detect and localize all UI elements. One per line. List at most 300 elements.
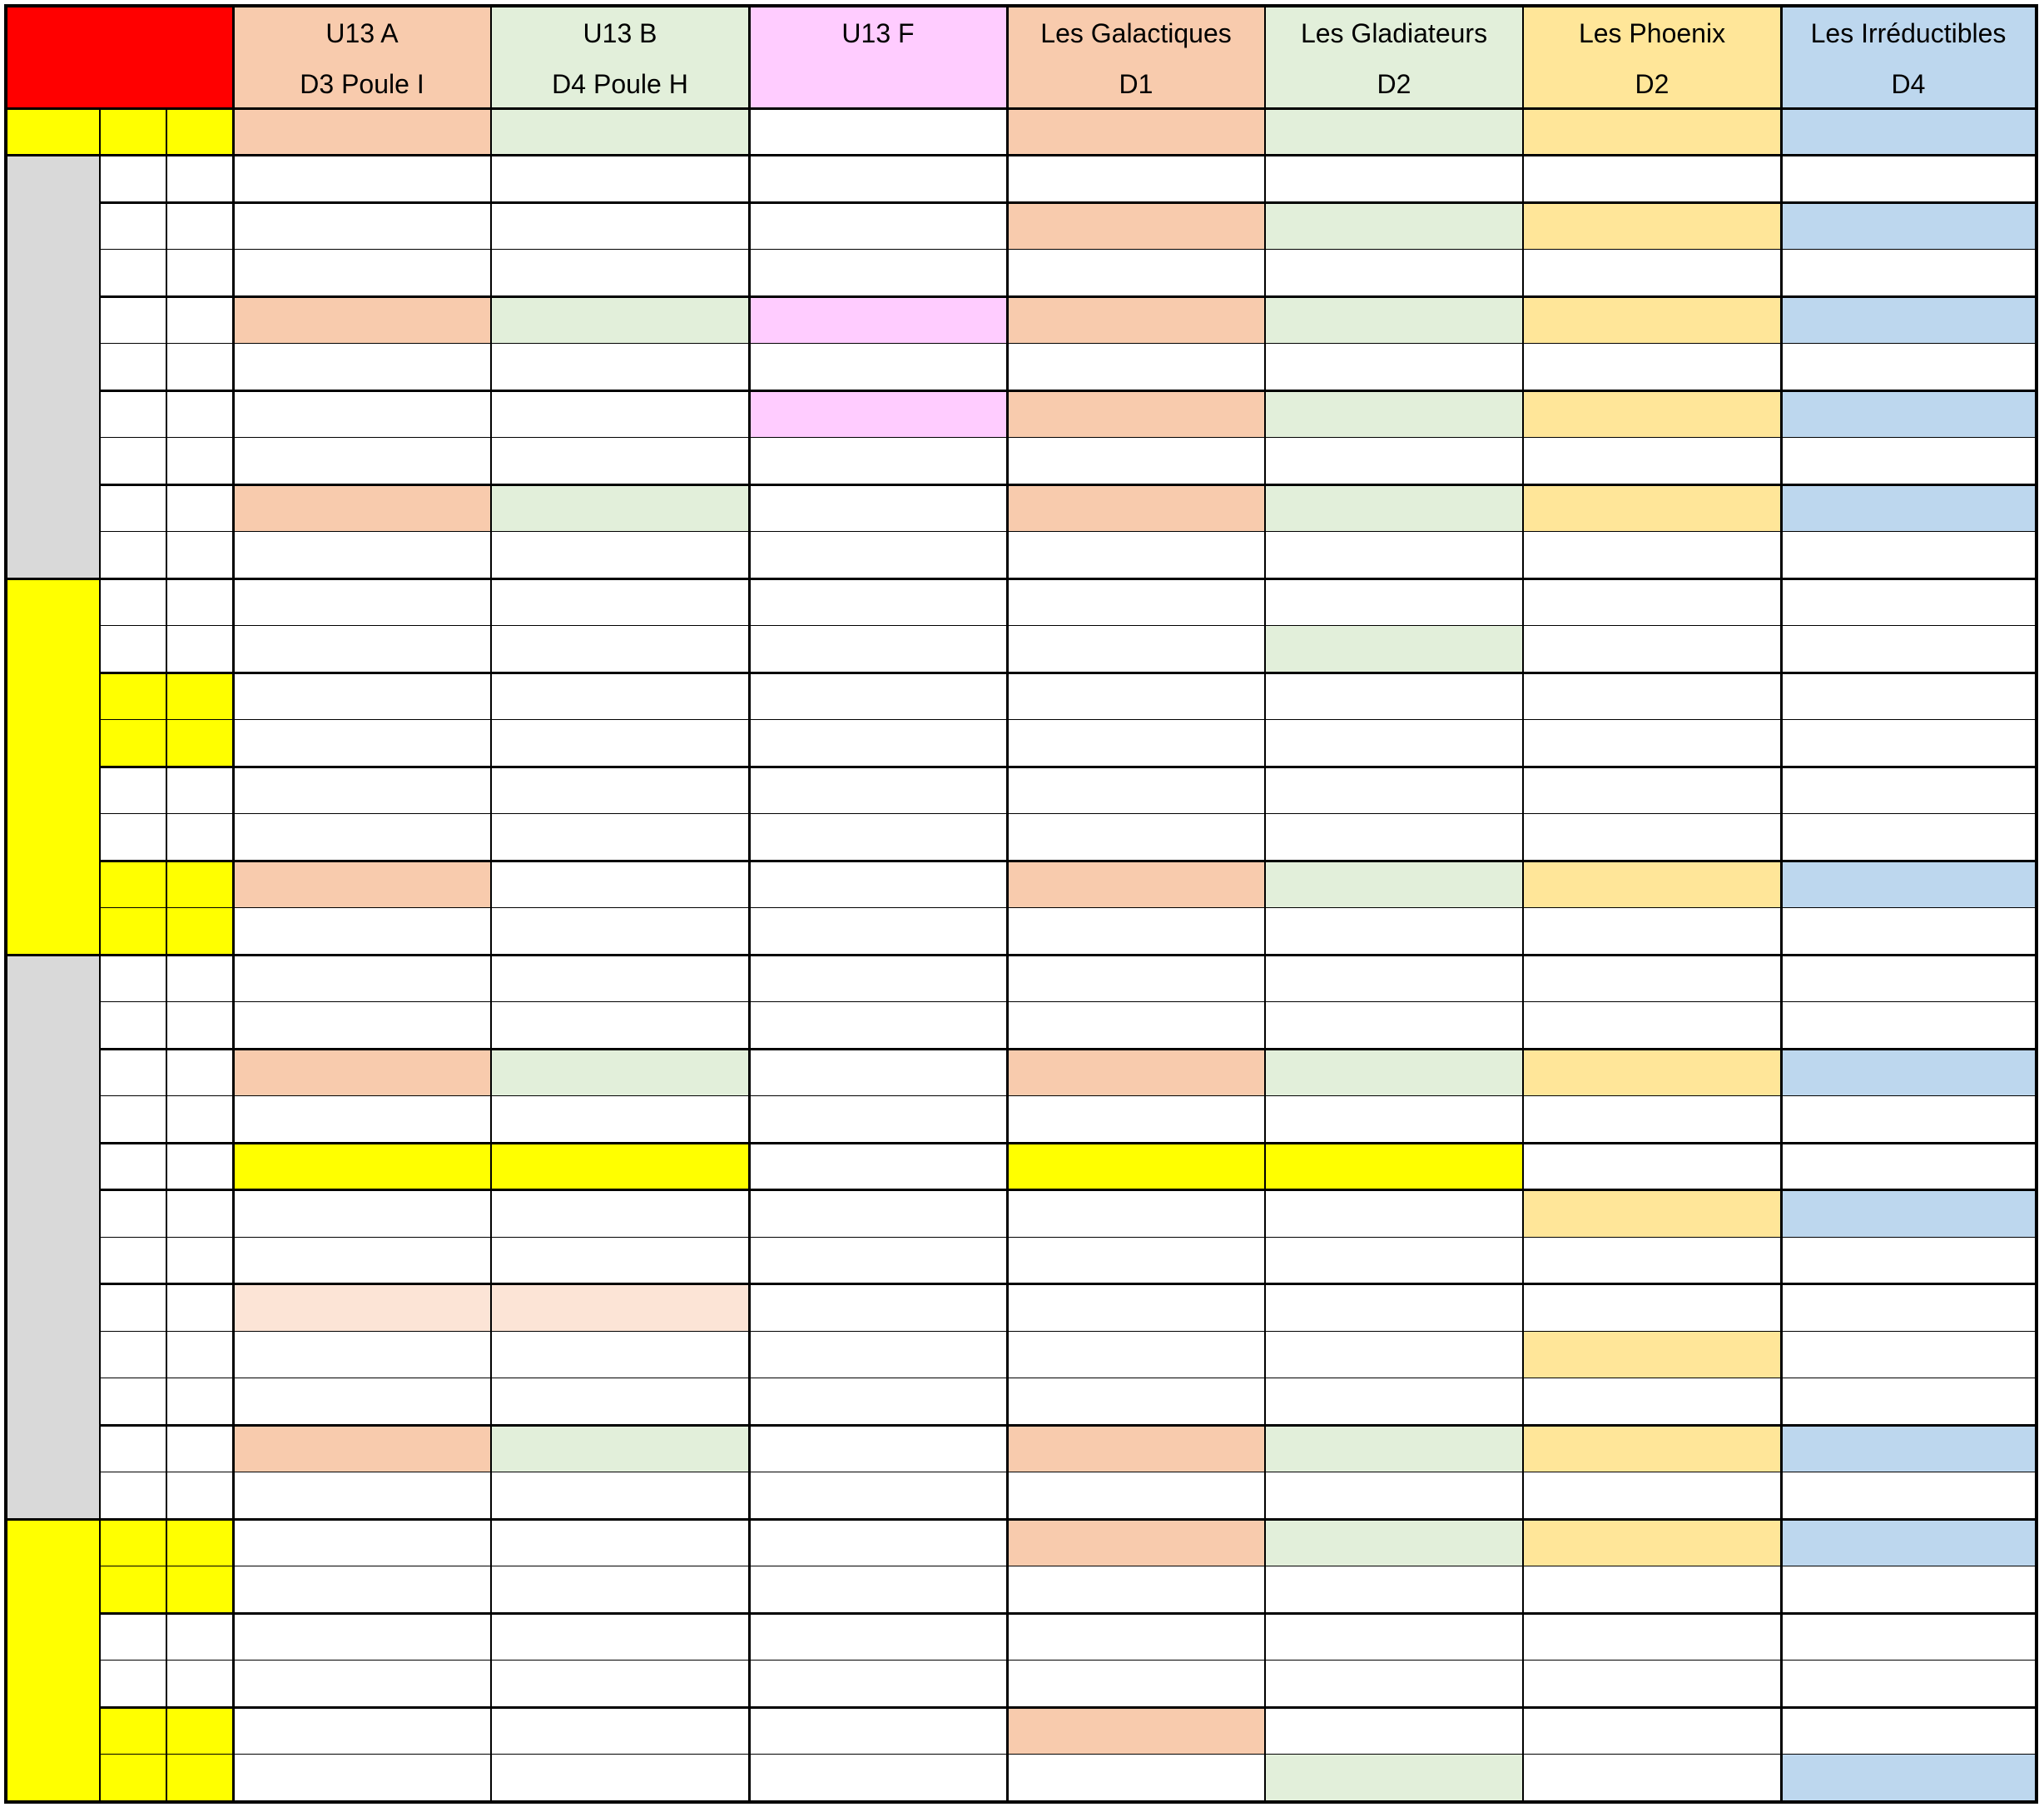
match-cell [491, 438, 749, 485]
match-cell [1781, 202, 2036, 250]
weekday-cell [100, 1284, 166, 1332]
grid-line [100, 201, 2036, 204]
match-cell [1523, 250, 1781, 297]
match-cell [1007, 1190, 1265, 1238]
grid-line [100, 907, 2036, 908]
match-cell [1781, 438, 2036, 485]
match-cell [233, 1566, 491, 1614]
match-cell [1781, 532, 2036, 579]
team-name: Les Irréductibles [1810, 18, 2007, 48]
match-cell [233, 1661, 491, 1708]
grid-line [100, 1612, 2036, 1615]
grid-line [100, 1424, 2036, 1427]
grid-line [100, 1001, 2036, 1002]
match-cell [491, 767, 749, 814]
match-cell [749, 532, 1007, 579]
match-cell [491, 1002, 749, 1050]
match-cell [749, 250, 1007, 297]
match-cell [1007, 1237, 1265, 1284]
match-cell [1265, 1661, 1523, 1708]
grid-line [7, 1518, 2036, 1521]
weekday-cell [100, 1143, 166, 1190]
team-division: D4 [1891, 69, 1926, 100]
date-cell [166, 1472, 233, 1520]
date-cell [166, 1519, 233, 1566]
team-header [491, 7, 749, 108]
date-cell [166, 673, 233, 720]
match-cell [491, 1049, 749, 1096]
match-cell [1265, 1472, 1523, 1520]
grid-line [100, 1095, 2036, 1096]
date-cell [166, 626, 233, 673]
match-cell [491, 1425, 749, 1472]
match-cell [1007, 1472, 1265, 1520]
team-name: U13 A [325, 18, 399, 48]
match-cell [491, 532, 749, 579]
grid-line [1264, 7, 1266, 1801]
match-cell [233, 1237, 491, 1284]
match-cell [491, 1661, 749, 1708]
date-cell [166, 1284, 233, 1332]
match-cell [1523, 861, 1781, 908]
date-cell [166, 202, 233, 250]
team-header [233, 7, 491, 108]
match-cell [1007, 1284, 1265, 1332]
date-cell [166, 250, 233, 297]
match-cell [1007, 578, 1265, 626]
date-cell [166, 1613, 233, 1661]
weekday-cell [100, 1002, 166, 1050]
date-cell [166, 578, 233, 626]
match-cell [1523, 1425, 1781, 1472]
match-cell [233, 1002, 491, 1050]
year-title [7, 7, 233, 108]
match-cell [1007, 1096, 1265, 1144]
date-cell [166, 1143, 233, 1190]
team-header [1007, 7, 1265, 108]
match-cell [491, 1096, 749, 1144]
match-cell [233, 1331, 491, 1378]
match-cell [749, 108, 1007, 156]
match-cell [491, 1190, 749, 1238]
match-cell [1265, 296, 1523, 344]
grid-line [100, 1142, 2036, 1144]
match-cell [1007, 296, 1265, 344]
weekday-cell [100, 1096, 166, 1144]
match-cell [233, 720, 491, 767]
match-cell [491, 1331, 749, 1378]
grid-line [100, 672, 2036, 674]
match-cell [1265, 156, 1523, 203]
grid-line [232, 7, 235, 1801]
team-header [1523, 7, 1781, 108]
match-cell [1523, 578, 1781, 626]
match-cell [1265, 1096, 1523, 1144]
match-cell [1265, 814, 1523, 861]
weekday-cell [100, 532, 166, 579]
weekday-cell [100, 156, 166, 203]
grid-line [2035, 4, 2038, 1804]
match-cell [1265, 108, 1523, 156]
grid-line [100, 1237, 2036, 1238]
date-cell [166, 1190, 233, 1238]
match-cell [1523, 908, 1781, 956]
match-cell [1007, 1378, 1265, 1426]
grid-line [100, 719, 2036, 720]
weekday-cell [100, 438, 166, 485]
grid-line [7, 578, 2036, 580]
match-cell [1007, 250, 1265, 297]
match-cell [491, 390, 749, 438]
match-cell [233, 908, 491, 956]
weekday-cell [100, 1425, 166, 1472]
weekday-cell [100, 814, 166, 861]
match-cell [491, 156, 749, 203]
match-cell [749, 1613, 1007, 1661]
match-cell [491, 484, 749, 532]
date-cell [166, 438, 233, 485]
match-cell [1523, 1566, 1781, 1614]
grid-line [4, 4, 7, 1804]
match-cell [1781, 814, 2036, 861]
match-cell [1007, 108, 1265, 156]
match-cell [1523, 814, 1781, 861]
match-cell [1265, 578, 1523, 626]
match-cell [491, 578, 749, 626]
match-cell [1007, 1566, 1265, 1614]
match-cell [491, 955, 749, 1002]
match-cell [233, 250, 491, 297]
match-cell [233, 108, 491, 156]
date-cell [166, 720, 233, 767]
date-cell [166, 861, 233, 908]
match-cell [1265, 202, 1523, 250]
grid-line [100, 813, 2036, 814]
match-cell [1523, 1519, 1781, 1566]
match-cell [1007, 202, 1265, 250]
date-cell [166, 108, 233, 156]
match-cell [749, 296, 1007, 344]
match-cell [491, 1519, 749, 1566]
date-cell [166, 1049, 233, 1096]
match-cell [1523, 1002, 1781, 1050]
match-cell [491, 202, 749, 250]
weekday-cell [100, 1519, 166, 1566]
match-cell [491, 108, 749, 156]
match-cell [749, 720, 1007, 767]
date-cell [166, 1002, 233, 1050]
grid-line [100, 860, 2036, 862]
team-division: D4 Poule H [552, 69, 688, 100]
match-cell [1523, 1472, 1781, 1520]
grid-line [100, 249, 2036, 250]
match-cell [1007, 156, 1265, 203]
match-cell [1265, 484, 1523, 532]
grid-line [4, 4, 2038, 7]
weekday-cell [100, 1613, 166, 1661]
match-cell [233, 861, 491, 908]
match-cell [1523, 1190, 1781, 1238]
match-cell [1781, 626, 2036, 673]
match-cell [1007, 1661, 1265, 1708]
team-division: D1 [1119, 69, 1153, 100]
date-cell [166, 1755, 233, 1802]
match-cell [1523, 1237, 1781, 1284]
date-cell [166, 344, 233, 391]
team-division: D2 [1377, 69, 1411, 100]
date-cell [166, 1331, 233, 1378]
match-cell [1007, 861, 1265, 908]
team-name: Les Galactiques [1040, 18, 1232, 48]
match-cell [1007, 438, 1265, 485]
match-cell [749, 1284, 1007, 1332]
match-cell [491, 861, 749, 908]
date-cell [166, 390, 233, 438]
match-cell [1007, 532, 1265, 579]
weekday-cell [100, 720, 166, 767]
match-cell [1523, 108, 1781, 156]
match-cell [1265, 250, 1523, 297]
match-cell [1265, 1331, 1523, 1378]
match-cell [491, 1378, 749, 1426]
date-cell [166, 1661, 233, 1708]
match-cell [491, 720, 749, 767]
match-cell [749, 1049, 1007, 1096]
match-cell [749, 1661, 1007, 1708]
team-name: Les Gladiateurs [1300, 18, 1488, 48]
grid-line [100, 1754, 2036, 1755]
match-cell [1265, 344, 1523, 391]
team-name: U13 B [583, 18, 657, 48]
weekday-cell [100, 202, 166, 250]
grid-line [7, 954, 2036, 956]
match-cell [1265, 626, 1523, 673]
match-cell [233, 1613, 491, 1661]
grid-line [4, 1800, 2038, 1804]
weekday-cell [100, 1472, 166, 1520]
match-cell [749, 1190, 1007, 1238]
match-cell [749, 1707, 1007, 1755]
date-cell [166, 814, 233, 861]
match-cell [1781, 1707, 2036, 1755]
match-cell [233, 438, 491, 485]
match-cell [233, 767, 491, 814]
weekday-cell [100, 1707, 166, 1755]
match-cell [1781, 767, 2036, 814]
match-cell [1781, 908, 2036, 956]
match-cell [1265, 908, 1523, 956]
match-cell [1007, 955, 1265, 1002]
grid-line [1006, 7, 1009, 1801]
match-cell [1265, 1707, 1523, 1755]
match-cell [491, 1755, 749, 1802]
match-cell [1523, 390, 1781, 438]
match-cell [1523, 296, 1781, 344]
date-cell [166, 1566, 233, 1614]
match-cell [233, 1378, 491, 1426]
match-cell [749, 202, 1007, 250]
weekday-cell [100, 1755, 166, 1802]
match-cell [1007, 390, 1265, 438]
match-cell [491, 814, 749, 861]
match-cell [233, 344, 491, 391]
match-cell [233, 532, 491, 579]
match-cell [1523, 767, 1781, 814]
match-cell [233, 1707, 491, 1755]
match-cell [233, 296, 491, 344]
date-cell [166, 484, 233, 532]
match-cell [491, 673, 749, 720]
match-cell [1523, 202, 1781, 250]
match-cell [1523, 673, 1781, 720]
date-cell [166, 1237, 233, 1284]
match-cell [233, 673, 491, 720]
match-cell [1781, 484, 2036, 532]
match-cell [1523, 626, 1781, 673]
match-cell [1781, 156, 2036, 203]
match-cell [749, 955, 1007, 1002]
match-cell [749, 344, 1007, 391]
match-cell [1781, 344, 2036, 391]
match-cell [1007, 1049, 1265, 1096]
match-cell [749, 626, 1007, 673]
date-cell [166, 955, 233, 1002]
grid-line [490, 7, 492, 1801]
match-cell [749, 814, 1007, 861]
match-cell [1265, 1519, 1523, 1566]
match-cell [233, 390, 491, 438]
match-cell [1007, 673, 1265, 720]
grid-line [100, 531, 2036, 532]
date-cell [166, 1707, 233, 1755]
weekday-cell [100, 908, 166, 956]
match-cell [1007, 908, 1265, 956]
match-cell [1007, 1519, 1265, 1566]
match-cell [233, 1519, 491, 1566]
match-cell [233, 626, 491, 673]
match-cell [1523, 156, 1781, 203]
weekday-cell [100, 296, 166, 344]
match-cell [749, 1519, 1007, 1566]
grid-line [100, 1048, 2036, 1050]
weekday-cell [100, 1190, 166, 1238]
match-cell [1265, 1425, 1523, 1472]
match-cell [749, 156, 1007, 203]
date-cell [166, 1425, 233, 1472]
match-cell [1781, 1378, 2036, 1426]
match-cell [1265, 673, 1523, 720]
match-cell [491, 344, 749, 391]
match-cell [1007, 1613, 1265, 1661]
match-cell [1265, 1613, 1523, 1661]
match-cell [1781, 1143, 2036, 1190]
match-cell [233, 1049, 491, 1096]
match-cell [491, 1472, 749, 1520]
match-cell [749, 390, 1007, 438]
match-cell [233, 1755, 491, 1802]
match-cell [1781, 1002, 2036, 1050]
match-cell [1523, 1661, 1781, 1708]
match-cell [1265, 1566, 1523, 1614]
weekday-cell [100, 484, 166, 532]
match-cell [749, 1237, 1007, 1284]
team-header [1265, 7, 1523, 108]
match-cell [1265, 1002, 1523, 1050]
match-cell [233, 1190, 491, 1238]
match-cell [1781, 955, 2036, 1002]
grid-line [1780, 7, 1783, 1801]
match-cell [1007, 484, 1265, 532]
match-cell [1007, 626, 1265, 673]
match-cell [749, 1096, 1007, 1144]
match-cell [749, 1755, 1007, 1802]
month-label [7, 955, 100, 1519]
match-cell [233, 202, 491, 250]
match-cell [1265, 390, 1523, 438]
grid-line [100, 390, 2036, 392]
match-cell [233, 156, 491, 203]
grid-line [100, 343, 2036, 344]
grid-line [100, 1331, 2036, 1332]
match-cell [1523, 344, 1781, 391]
weekday-cell [100, 955, 166, 1002]
match-cell [1007, 1755, 1265, 1802]
team-name: Les Phoenix [1578, 18, 1726, 48]
month-label [7, 1519, 100, 1801]
match-cell [749, 484, 1007, 532]
match-cell [1523, 1049, 1781, 1096]
match-cell [1781, 1566, 2036, 1614]
grid-line [100, 437, 2036, 438]
match-cell [1265, 720, 1523, 767]
match-cell [1781, 1472, 2036, 1520]
team-division: D3 Poule I [300, 69, 424, 100]
match-cell [749, 1566, 1007, 1614]
weekday-cell [100, 1237, 166, 1284]
match-cell [491, 250, 749, 297]
match-cell [1007, 1331, 1265, 1378]
team-division: D2 [1635, 69, 1669, 100]
match-cell [1007, 344, 1265, 391]
match-cell [491, 1707, 749, 1755]
match-cell [1523, 720, 1781, 767]
match-cell [1781, 1237, 2036, 1284]
match-cell [233, 1472, 491, 1520]
match-cell [1781, 578, 2036, 626]
match-cell [749, 861, 1007, 908]
match-cell [1781, 250, 2036, 297]
match-cell [1265, 1284, 1523, 1332]
grid-line [748, 7, 751, 1801]
grid-line [7, 154, 2036, 156]
weekday-cell [100, 626, 166, 673]
grid-line [100, 484, 2036, 486]
grid-line [100, 766, 2036, 768]
match-cell [1781, 1613, 2036, 1661]
match-cell [749, 1378, 1007, 1426]
match-cell [749, 438, 1007, 485]
grid-line [100, 1189, 2036, 1191]
weekday-cell [100, 767, 166, 814]
team-header [749, 7, 1007, 108]
date-cell [166, 767, 233, 814]
weekday-cell [100, 1661, 166, 1708]
weekday-cell [100, 673, 166, 720]
match-cell [1781, 1190, 2036, 1238]
match-cell [1781, 1331, 2036, 1378]
match-cell [1781, 296, 2036, 344]
match-cell [1523, 1143, 1781, 1190]
